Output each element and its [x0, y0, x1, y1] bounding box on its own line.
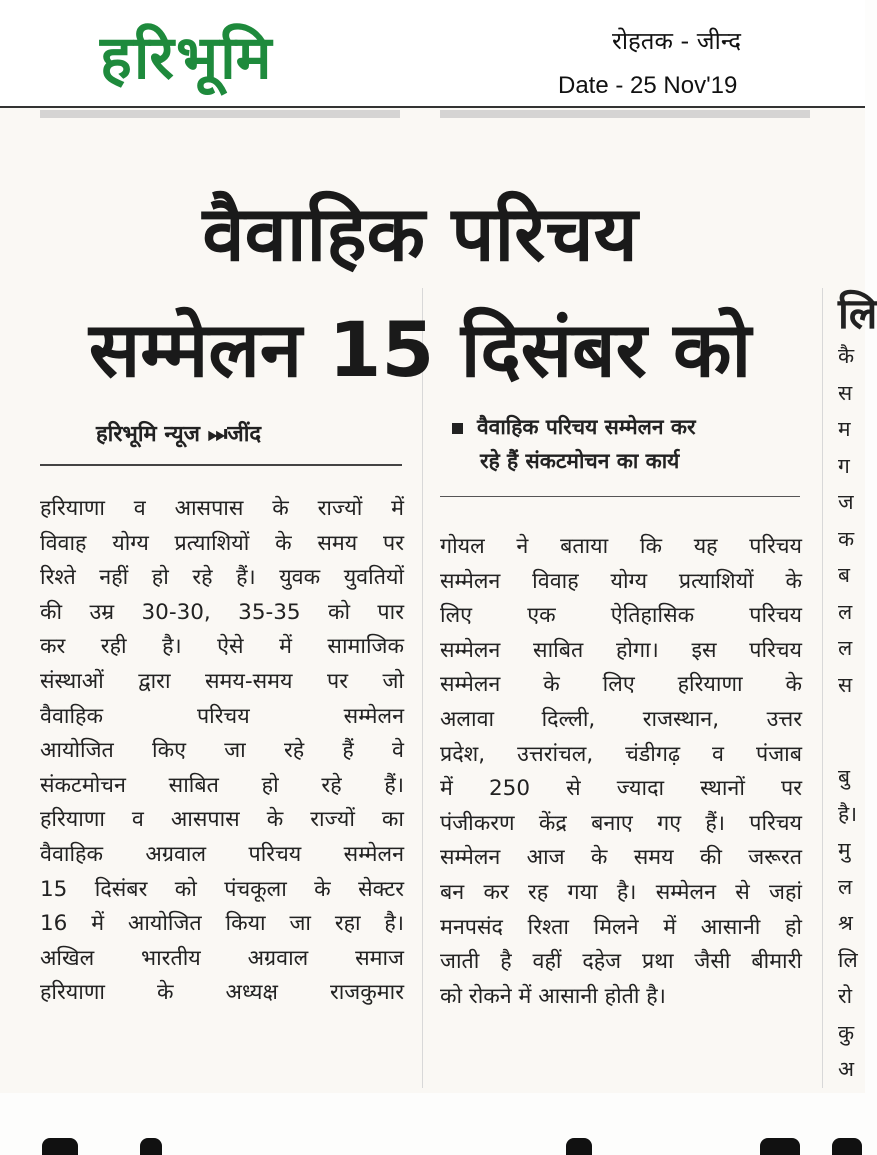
cropped-glyph	[42, 1138, 78, 1155]
text-line: पंजीकरण केंद्र बनाए गए हैं। परिचय	[440, 810, 802, 836]
fragment-line: रो	[838, 984, 853, 1008]
column-divider	[822, 288, 823, 1088]
fragment-line: ग	[838, 453, 850, 478]
text-line: 16 में आयोजित किया जा रहा है।	[40, 911, 404, 937]
article-column-1	[40, 492, 404, 1011]
text-line: वैवाहिक अग्रवाल परिचय सम्मेलन	[40, 841, 404, 867]
headline-line: वैवाहिक परिचय	[202, 189, 638, 278]
fragment-line: श्र	[838, 911, 853, 935]
text-line: रिश्ते नहीं हो रहे हैं। युवक युवतियों	[40, 565, 404, 591]
cropped-next-headline	[0, 1138, 865, 1155]
fragment-line: अ	[838, 1057, 855, 1081]
fragment-line: स	[838, 672, 853, 697]
cropped-glyph	[566, 1138, 592, 1155]
fragment-line: कु	[838, 1020, 855, 1045]
text-line: प्रदेश, उत्तरांचल, चंडीगढ़ व पंजाब	[440, 741, 802, 767]
byline-divider	[40, 464, 402, 466]
text-line: हरियाणा व आसपास के राज्यों का	[40, 807, 404, 833]
text-line: आयोजित किए जा रहे हैं वे	[40, 738, 404, 764]
fragment-line: स	[838, 380, 853, 405]
fragment-line: ल	[838, 599, 853, 624]
text-line: संस्थाओं द्वारा समय-समय पर जो	[40, 668, 404, 694]
text-line: अखिल भारतीय अग्रवाल समाज	[40, 945, 404, 971]
square-bullet-icon	[452, 423, 463, 434]
text-line: लिए एक ऐतिहासिक परिचय	[440, 603, 802, 629]
fragment-heading: लि	[838, 289, 877, 338]
pull-quote-divider	[440, 496, 800, 497]
text-line: जाती है वहीं दहेज प्रथा जैसी बीमारी	[440, 949, 802, 975]
text-line: मनपसंद रिश्ता मिलने में आसानी हो	[440, 914, 802, 940]
text-line: सम्मेलन के लिए हरियाणा के	[440, 672, 802, 698]
page-header	[0, 0, 865, 108]
fragment-line: म	[838, 417, 851, 441]
text-line: सम्मेलन आज के समय की जरूरत	[440, 845, 802, 871]
text-line: कर रही है। ऐसे में सामाजिक	[40, 634, 404, 660]
cropped-glyph	[140, 1138, 162, 1155]
text-line: वैवाहिक परिचय सम्मेलन	[40, 703, 404, 729]
byline: हरिभूमि न्यूज ⏭जींद	[96, 422, 262, 447]
text-line: हरियाणा व आसपास के राज्यों में	[40, 496, 404, 521]
fragment-line: कै	[838, 344, 855, 368]
fragment-line: क	[838, 526, 855, 551]
fragment-line: मु	[838, 838, 851, 862]
text-line: अलावा दिल्ली, राजस्थान, उत्तर	[440, 706, 802, 732]
fragment-line: ब	[838, 563, 850, 587]
text-line: को रोकने में आसानी होती है।	[440, 983, 666, 1009]
fragment-line: ल	[838, 874, 853, 899]
date-label: Date - 25 Nov'19	[558, 72, 738, 99]
text-line: बन कर रह गया है। सम्मेलन से जहां	[440, 879, 802, 905]
text-line: की उम्र 30-30, 35-35 को पार	[40, 599, 404, 625]
headline-line: सम्मेलन 15 दिसंबर को	[88, 305, 752, 394]
column-divider	[422, 288, 423, 1088]
article-column-2	[440, 530, 802, 1014]
pull-quote	[452, 410, 812, 478]
fragment-line: ल	[838, 636, 853, 660]
fragment-line: है।	[838, 801, 858, 826]
text-line: गोयल ने बताया कि यह परिचय	[440, 534, 802, 559]
adjacent-article-fragment	[838, 289, 877, 1088]
newspaper-logo: हरिभूमि	[100, 23, 274, 93]
text-line: में 250 से ज्यादा स्थानों पर	[440, 776, 802, 802]
cropped-text-top	[40, 110, 400, 118]
text-line: विवाह योग्य प्रत्याशियों के समय पर	[40, 530, 404, 556]
cropped-glyph	[832, 1138, 862, 1155]
text-line: सम्मेलन साबित होगा। इस परिचय	[440, 637, 802, 663]
text-line: 15 दिसंबर को पंचकूला के सेक्टर	[40, 876, 404, 902]
fragment-spacer	[838, 703, 865, 759]
text-line: संकटमोचन साबित हो रहे हैं।	[40, 772, 404, 798]
text-line: हरियाणा के अध्यक्ष राजकुमार	[40, 980, 404, 1006]
text-line: सम्मेलन विवाह योग्य प्रत्याशियों के	[440, 568, 802, 594]
fragment-line: ज	[838, 490, 854, 514]
cropped-text-top	[440, 110, 810, 118]
newspaper-clipping	[0, 108, 877, 1093]
edition-label: रोहतक - जीन्द	[612, 27, 741, 55]
pull-quote-line: वैवाहिक परिचय सम्मेलन कर	[477, 415, 696, 439]
fragment-line: बु	[838, 765, 850, 789]
fragment-line: लि	[838, 947, 858, 972]
cropped-glyph	[760, 1138, 800, 1155]
pull-quote-line: रहे हैं संकटमोचन का कार्य	[480, 449, 680, 473]
